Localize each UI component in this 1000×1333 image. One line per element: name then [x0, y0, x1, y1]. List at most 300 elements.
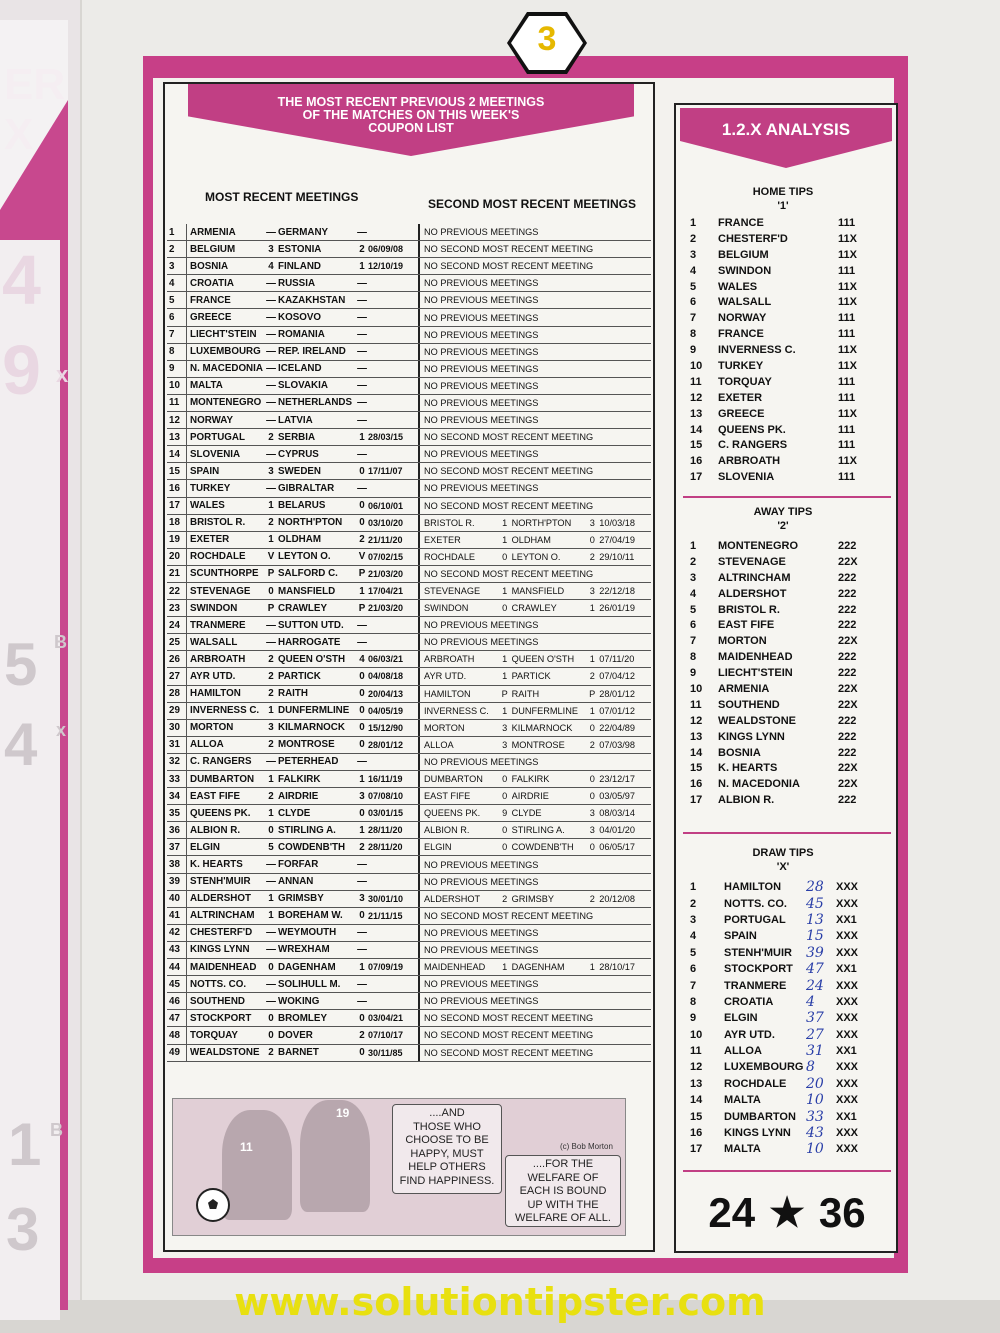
away-score: — [357, 927, 367, 939]
home-team: DUMBARTON [190, 773, 255, 785]
tip-team: STEVENAGE [718, 555, 786, 568]
handwritten-number: 37 [806, 1010, 824, 1027]
tip-code: 22X [838, 762, 858, 775]
second-home-team: MAIDENHEAD [424, 962, 486, 973]
row-number: 12 [167, 412, 187, 428]
second-home-score: 1 [502, 671, 508, 682]
tip-number: 2 [690, 897, 697, 910]
away-score: — [357, 277, 367, 289]
second-home-score: 0 [502, 791, 508, 802]
second-home-team: ALDERSHOT [424, 893, 481, 904]
handwritten-number: 4 [806, 993, 815, 1010]
home-team: PORTUGAL [190, 431, 245, 443]
away-score: — [357, 859, 367, 871]
table-row [167, 566, 651, 583]
second-away-team: CLYDE [511, 808, 542, 819]
home-team: CHESTERF'D [190, 927, 253, 939]
draw-tip-row [690, 1092, 885, 1108]
home-tip-row [690, 374, 885, 390]
match-date: 28/01/12 [368, 739, 404, 750]
second-away-score: 0 [589, 534, 595, 545]
tip-code: 22X [838, 635, 858, 648]
row-number: 34 [167, 788, 187, 804]
away-score: 0 [359, 1047, 365, 1059]
tip-number: 13 [690, 730, 703, 743]
tip-code: 222 [838, 587, 857, 600]
away-team: SLOVAKIA [278, 380, 328, 392]
home-score: — [266, 226, 276, 238]
tip-code: XXX [836, 1061, 859, 1074]
second-away-team: LEYTON O. [511, 551, 561, 562]
second-away-score: 3 [589, 517, 595, 528]
tip-team: KINGS LYNN [724, 1127, 791, 1140]
away-tip-row [690, 633, 885, 649]
site-watermark: www.solutiontipster.com [234, 1280, 766, 1324]
away-score: — [357, 944, 367, 956]
draw-tip-row [690, 1125, 885, 1141]
draw-tip-row [690, 912, 885, 928]
tip-number: 9 [690, 344, 697, 357]
tip-team: ROCHDALE [724, 1077, 787, 1090]
home-score: 5 [268, 841, 274, 853]
table-row [167, 327, 651, 344]
table-row [167, 480, 651, 497]
divider [683, 832, 891, 834]
home-score: P [267, 568, 275, 580]
analysis-title: 1.2.X ANALYSIS [721, 120, 851, 139]
table-row [167, 583, 651, 600]
away-tip-row [690, 570, 885, 586]
second-away-score: 0 [589, 774, 595, 785]
second-match-date: 08/03/14 [599, 808, 635, 819]
table-row [167, 634, 651, 651]
home-tips-heading: HOME TIPS [752, 186, 814, 198]
home-tip-row [690, 310, 885, 326]
draw-tip-row [690, 928, 885, 944]
second-match-date: 03/05/97 [599, 791, 635, 802]
tip-team: LUXEMBOURG [724, 1061, 804, 1074]
row-number: 24 [167, 617, 187, 633]
second-meeting: NO SECOND MOST RECENT MEETING [418, 908, 649, 924]
second-home-score: 3 [502, 739, 508, 750]
left-page-text: 5 [4, 631, 38, 698]
second-home-team: AYR UTD. [424, 671, 467, 682]
tip-team: STENH'MUIR [724, 946, 793, 959]
table-row [167, 686, 651, 703]
table-row [167, 292, 651, 309]
row-number: 6 [167, 309, 187, 325]
table-row [167, 309, 651, 326]
home-score: — [266, 397, 276, 409]
match-date: 07/09/19 [368, 962, 404, 973]
tip-team: LIECHT'STEIN [718, 667, 793, 680]
home-team: MALTA [190, 380, 223, 392]
tip-code: XXX [836, 897, 859, 910]
tip-number: 11 [690, 698, 702, 711]
table-row [167, 959, 651, 976]
second-home-score: 1 [502, 654, 508, 665]
tip-code: 22X [838, 555, 858, 568]
away-score: P [358, 602, 366, 614]
tip-team: ALDERSHOT [718, 587, 787, 600]
second-match-date: 23/12/17 [599, 774, 635, 785]
handwritten-number: 24 [806, 977, 824, 994]
draw-tips-heading: DRAW TIPS [752, 847, 814, 859]
second-match-date: 07/01/12 [599, 705, 635, 716]
second-meeting: NO SECOND MOST RECENT MEETING [418, 566, 649, 582]
left-page-text: ER [4, 60, 66, 109]
tip-team: ALLOA [724, 1045, 762, 1058]
away-tip-row [690, 617, 885, 633]
match-date: 21/03/20 [368, 568, 404, 579]
second-away-team: CRAWLEY [511, 603, 557, 614]
away-tips-list [690, 538, 885, 808]
second-meeting: NO PREVIOUS MEETINGS [418, 634, 649, 650]
second-away-score: 0 [589, 722, 595, 733]
table-row [167, 993, 651, 1010]
tip-team: FRANCE [718, 328, 764, 341]
tip-team: N. MACEDONIA [718, 778, 800, 791]
tip-code: 111 [838, 439, 856, 452]
table-row [167, 754, 651, 771]
away-team: SERBIA [278, 431, 316, 443]
row-number: 28 [167, 686, 187, 702]
row-number: 30 [167, 720, 187, 736]
row-number: 23 [167, 600, 187, 616]
match-date: 16/11/19 [368, 774, 403, 785]
home-team: KINGS LYNN [190, 944, 250, 956]
home-team: WALSALL [190, 636, 238, 648]
tip-number: 7 [690, 979, 697, 992]
tip-code: 222 [838, 667, 857, 680]
second-away-team: DUNFERMLINE [511, 705, 578, 716]
draw-tip-row [690, 879, 885, 895]
away-tip-row [690, 792, 885, 808]
table-row [167, 241, 651, 258]
away-team: KILMARNOCK [278, 722, 345, 734]
match-date: 07/02/15 [368, 551, 404, 562]
tip-number: 10 [690, 359, 703, 372]
away-score: — [357, 619, 367, 631]
table-row [167, 412, 651, 429]
home-team: AYR UTD. [190, 670, 236, 682]
second-away-team: KILMARNOCK [511, 722, 573, 733]
away-score: P [358, 568, 366, 580]
home-score: — [266, 859, 276, 871]
tip-number: 4 [690, 587, 697, 600]
tip-code: 111 [838, 423, 856, 436]
draw-tip-row [690, 977, 885, 993]
away-tip-row [690, 538, 885, 554]
tip-code: XXX [836, 1012, 859, 1025]
handwritten-number: 45 [806, 895, 824, 912]
row-number: 27 [167, 668, 187, 684]
tip-number: 10 [690, 682, 703, 695]
away-team: CRAWLEY [278, 602, 327, 614]
tip-number: 16 [690, 778, 703, 791]
tip-code: 11X [838, 359, 857, 372]
second-meeting: NO PREVIOUS MEETINGS [418, 754, 649, 770]
draw-tip-row [690, 961, 885, 977]
tip-code: 111 [838, 328, 856, 341]
tip-number: 17 [690, 471, 703, 484]
tip-team: NORWAY [718, 312, 767, 325]
meetings-banner-title: THE MOST RECENT PREVIOUS 2 MEETINGS OF THE MATCHES ON THIS WEEK'S COUPON LIST [277, 95, 545, 135]
home-score: — [266, 363, 276, 375]
tip-team: ELGIN [724, 1012, 758, 1025]
away-score: — [357, 448, 367, 460]
away-tip-row [690, 681, 885, 697]
row-number: 38 [167, 856, 187, 872]
second-away-score: 1 [589, 654, 595, 665]
home-tip-row [690, 263, 885, 279]
draw-tip-row [690, 1141, 885, 1157]
row-number: 2 [167, 241, 187, 257]
second-meeting: NO PREVIOUS MEETINGS [418, 480, 649, 496]
second-match-date: 06/05/17 [599, 842, 635, 853]
second-meeting [418, 703, 649, 719]
table-row [167, 429, 651, 446]
row-number: 45 [167, 976, 187, 992]
score-box [676, 1178, 898, 1248]
handwritten-number: 10 [806, 1092, 824, 1109]
away-score: 0 [359, 688, 365, 700]
home-score: — [266, 312, 276, 324]
home-tips-sub: '1' [777, 200, 789, 212]
home-score: — [266, 619, 276, 631]
table-row [167, 617, 651, 634]
tip-team: ALBION R. [718, 794, 775, 807]
home-team: WEALDSTONE [190, 1047, 260, 1059]
second-away-team: NORTH'PTON [511, 517, 572, 528]
row-number: 9 [167, 361, 187, 377]
tip-number: 11 [690, 375, 702, 388]
tip-code: XX1 [836, 1045, 857, 1058]
home-tips-list [690, 215, 885, 485]
second-home-team: HAMILTON [424, 688, 471, 699]
away-team: DAGENHAM [278, 961, 336, 973]
second-meeting: NO PREVIOUS MEETINGS [418, 224, 649, 240]
away-tip-row [690, 760, 885, 776]
second-home-score: 1 [502, 534, 508, 545]
row-number: 11 [167, 395, 187, 411]
tip-number: 15 [690, 1110, 703, 1123]
home-team: ROCHDALE [190, 551, 246, 563]
second-match-date: 04/01/20 [599, 825, 635, 836]
player-illustration [300, 1100, 370, 1212]
home-tip-row [690, 215, 885, 231]
home-score: 2 [268, 790, 274, 802]
handwritten-number: 8 [806, 1059, 815, 1076]
draw-tip-row [690, 945, 885, 961]
tip-code: 11X [838, 296, 857, 309]
second-away-team: STIRLING A. [511, 825, 565, 836]
home-score: 2 [268, 670, 274, 682]
second-match-date: 27/04/19 [599, 534, 635, 545]
tip-number: 14 [690, 1094, 703, 1107]
second-match-date: 07/11/20 [599, 654, 635, 665]
match-date: 04/08/18 [368, 671, 404, 682]
row-number: 18 [167, 515, 187, 531]
table-row [167, 788, 651, 805]
table-row [167, 498, 651, 515]
home-team: QUEENS PK. [190, 807, 251, 819]
home-score: — [266, 380, 276, 392]
row-number: 33 [167, 771, 187, 787]
second-away-team: COWDENB'TH [511, 842, 574, 853]
tip-code: 111 [838, 264, 856, 277]
home-team: BOSNIA [190, 260, 229, 272]
home-score: 1 [268, 534, 274, 546]
tip-code: 11X [838, 344, 857, 357]
home-tip-row [690, 326, 885, 342]
table-row [167, 378, 651, 395]
home-score: — [266, 482, 276, 494]
second-meeting [418, 771, 649, 787]
away-score: — [357, 363, 367, 375]
table-row [167, 1010, 651, 1027]
away-score: — [357, 312, 367, 324]
shirt-number: 11 [240, 1140, 253, 1154]
tip-code: 22X [838, 778, 858, 791]
home-team: MONTENEGRO [190, 397, 262, 409]
away-score: — [357, 978, 367, 990]
tip-team: KINGS LYNN [718, 730, 785, 743]
tip-code: XXX [836, 1094, 859, 1107]
tip-code: 11X [838, 248, 857, 261]
match-date: 06/03/21 [368, 654, 404, 665]
second-home-score: 0 [502, 842, 508, 853]
home-team: ELGIN [190, 841, 220, 853]
row-number: 4 [167, 275, 187, 291]
away-score: 1 [359, 961, 365, 973]
home-team: SLOVENIA [190, 448, 241, 460]
speech-bubble: ....FOR THE WELFARE OF EACH IS BOUND UP WITH THE WELFARE OF ALL. [505, 1155, 621, 1227]
tip-number: 2 [690, 555, 697, 568]
tip-number: 6 [690, 619, 697, 632]
second-meeting [418, 532, 649, 548]
tip-team: MALTA [724, 1094, 761, 1107]
match-date: 04/05/19 [368, 705, 404, 716]
away-score: V [358, 551, 366, 563]
away-team: BROMLEY [278, 1012, 327, 1024]
away-team: GERMANY [278, 226, 329, 238]
away-team: OLDHAM [278, 534, 321, 546]
away-tip-row [690, 665, 885, 681]
home-team: MORTON [190, 722, 234, 734]
second-home-team: ALLOA [424, 739, 454, 750]
match-date: 21/11/20 [368, 534, 403, 545]
row-number: 36 [167, 822, 187, 838]
second-away-score: 3 [589, 586, 595, 597]
tip-number: 8 [690, 651, 697, 664]
home-team: SPAIN [190, 465, 220, 477]
away-score: 0 [359, 465, 365, 477]
row-number: 7 [167, 327, 187, 343]
home-team: SWINDON [190, 602, 238, 614]
tip-code: 11X [838, 455, 857, 468]
handwritten-number: 20 [806, 1075, 824, 1092]
second-meeting: NO PREVIOUS MEETINGS [418, 275, 649, 291]
second-away-score: 1 [589, 603, 595, 614]
second-meeting: NO PREVIOUS MEETINGS [418, 942, 649, 958]
tip-team: MORTON [718, 635, 767, 648]
draw-tip-row [690, 1027, 885, 1043]
away-tip-row [690, 776, 885, 792]
second-meeting: NO PREVIOUS MEETINGS [418, 617, 649, 633]
second-meeting: NO PREVIOUS MEETINGS [418, 344, 649, 360]
cartoon-credit: (c) Bob Morton [560, 1142, 613, 1151]
second-home-team: STEVENAGE [424, 586, 481, 597]
away-score: — [357, 995, 367, 1007]
row-number: 41 [167, 908, 187, 924]
tip-team: MALTA [724, 1143, 761, 1156]
second-home-team: EAST FIFE [424, 791, 471, 802]
second-meeting [418, 891, 649, 907]
home-tip-row [690, 453, 885, 469]
tip-number: 16 [690, 1127, 703, 1140]
away-score: 3 [359, 790, 365, 802]
tip-team: SOUTHEND [718, 698, 780, 711]
away-team: RAITH [278, 688, 308, 700]
row-number: 39 [167, 874, 187, 890]
home-score: — [266, 876, 276, 888]
second-meeting: NO PREVIOUS MEETINGS [418, 993, 649, 1009]
table-row [167, 344, 651, 361]
away-tip-row [690, 713, 885, 729]
away-team: SUTTON UTD. [278, 619, 344, 631]
match-date: 30/11/85 [368, 1047, 403, 1058]
score-right: 36 [818, 1189, 866, 1236]
home-team: ALDERSHOT [190, 893, 251, 905]
home-score: 2 [268, 739, 274, 751]
second-meeting: NO PREVIOUS MEETINGS [418, 378, 649, 394]
away-score: 1 [359, 585, 365, 597]
match-date: 06/10/01 [368, 500, 404, 511]
match-date: 21/03/20 [368, 603, 404, 614]
match-date: 03/04/21 [368, 1013, 404, 1024]
table-row [167, 839, 651, 856]
tip-number: 17 [690, 1143, 703, 1156]
home-score: — [266, 448, 276, 460]
second-home-score: 9 [502, 808, 508, 819]
table-row [167, 942, 651, 959]
second-away-score: 3 [589, 808, 595, 819]
home-score: 0 [268, 1012, 274, 1024]
row-number: 15 [167, 463, 187, 479]
match-date: 03/01/15 [368, 808, 404, 819]
handwritten-number: 28 [806, 879, 824, 896]
tip-number: 7 [690, 635, 697, 648]
away-team: GIBRALTAR [278, 482, 335, 494]
table-row [167, 361, 651, 378]
away-tip-row [690, 586, 885, 602]
page-number: 3 [537, 20, 557, 58]
tip-team: WALES [718, 280, 758, 293]
tip-code: XXX [836, 930, 859, 943]
tip-code: 222 [838, 794, 857, 807]
second-home-score: 0 [502, 603, 508, 614]
tip-code: XX1 [836, 963, 857, 976]
tip-number: 5 [690, 280, 697, 293]
tip-number: 14 [690, 746, 703, 759]
second-match-date: 07/04/12 [599, 671, 635, 682]
most-recent-header: MOST RECENT MEETINGS [205, 190, 359, 204]
row-number: 35 [167, 805, 187, 821]
away-team: WREXHAM [278, 944, 330, 956]
second-meeting: NO PREVIOUS MEETINGS [418, 874, 649, 890]
second-home-score: P [501, 688, 508, 699]
